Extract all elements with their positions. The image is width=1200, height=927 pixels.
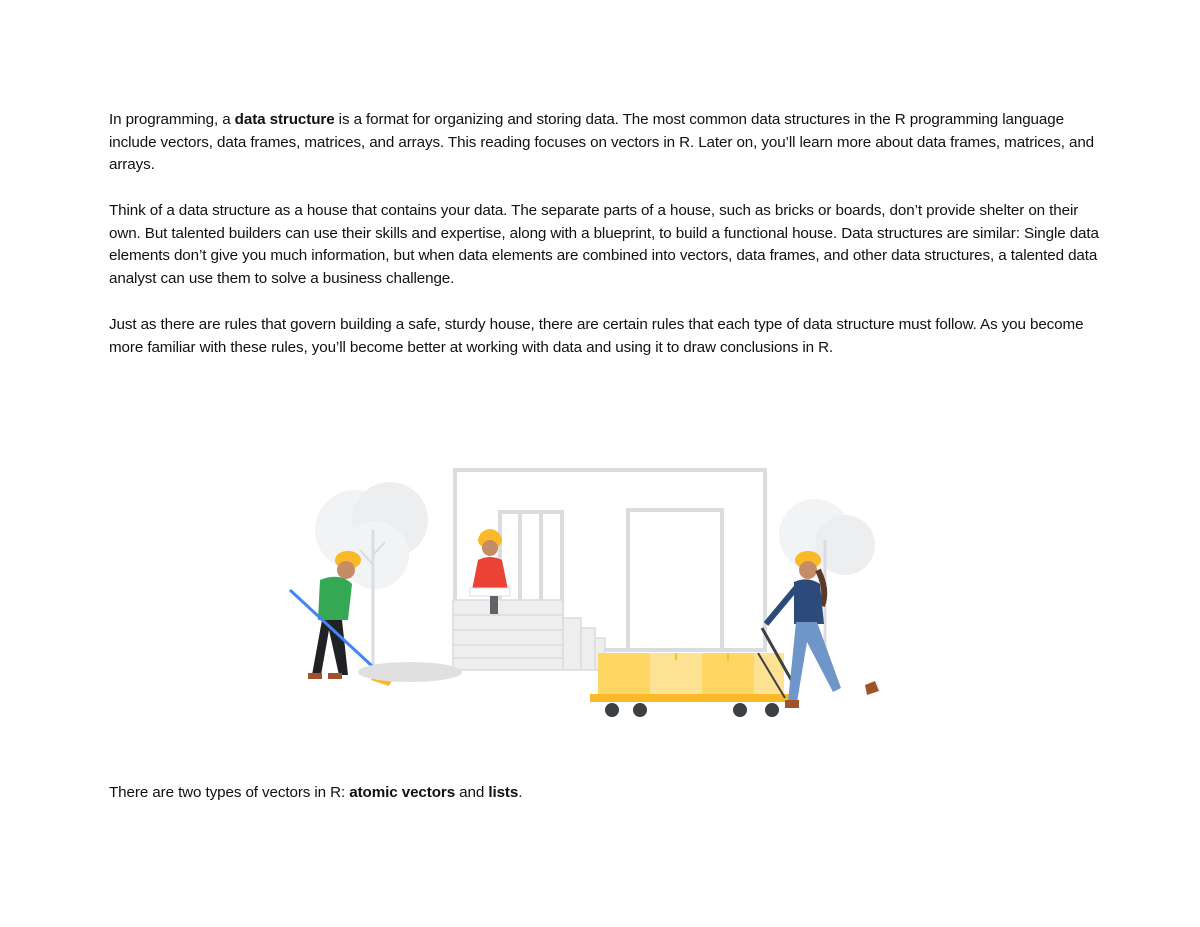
lists-term: lists bbox=[488, 784, 519, 801]
construction-workers-building-house-illustration bbox=[280, 460, 890, 730]
vector-types-text-start: There are two types of vectors in R: bbox=[109, 784, 350, 801]
vector-types-paragraph bbox=[109, 782, 1109, 805]
atomic-vectors-term: atomic vectors bbox=[349, 784, 456, 801]
rules-paragraph: Just as there are rules that govern building a safe, sturdy house, there are certain rules that each type of data structure must follow. As you become more familiar with these rules, you’ll become better at working with data and using it to draw conclusions in R. bbox=[109, 316, 1084, 356]
intro-paragraph bbox=[109, 109, 1109, 177]
right-tree-icon bbox=[779, 499, 875, 660]
vector-types-text-mid: and bbox=[455, 784, 489, 801]
vector-types-text-end: . bbox=[518, 784, 523, 801]
data-structure-term: data structure bbox=[234, 111, 335, 128]
stairs-icon bbox=[453, 600, 605, 670]
house-analogy-paragraph: Think of a data structure as a house that contains your data. The separate parts of a house, such as bricks or boards, don’t provide shelter on their own. But talented builders can use their skills and expertise, along with a blueprint, to build a functional house. Data structures are similar: Single data elements don’t give you much information, but when data elements are combined into vectors, data frames, and other data structures, a talented data analyst can use them to solve a business challenge. bbox=[109, 202, 1099, 287]
intro-text-end: is a format for organizing and storing data. The most common data structures in the R programming language include vectors, data frames, matrices, and arrays. This reading focuses on vectors in R. Later on, you’ll learn more about data frames, matrices, and arrays. bbox=[109, 111, 1095, 173]
intro-text-start: In programming, a bbox=[109, 111, 235, 128]
